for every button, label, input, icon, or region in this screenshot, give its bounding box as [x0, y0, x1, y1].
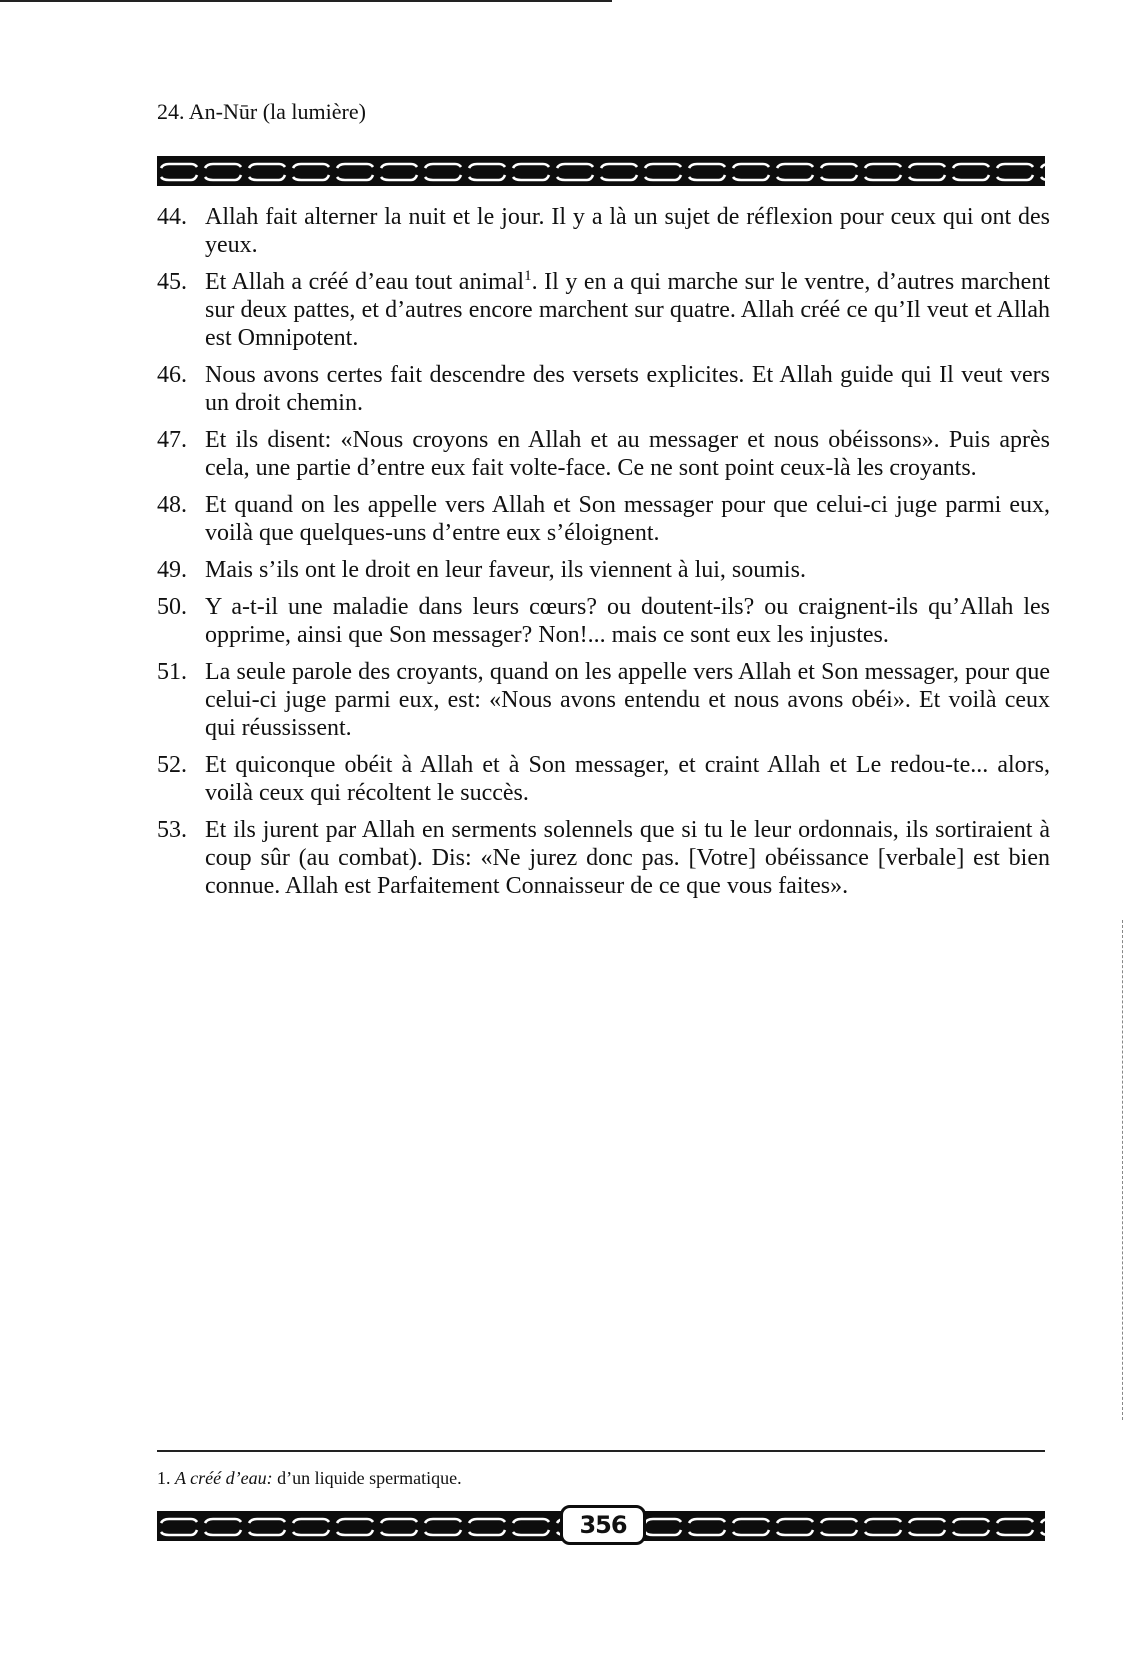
- footnote-text: d’un liquide spermatique.: [277, 1468, 462, 1488]
- footnote-number: 1.: [157, 1468, 171, 1488]
- verse-text: Et quiconque obéit à Allah et à Son messager, et craint Allah et Le redou-te... alors, voilà ceux qui récoltent le succès.: [205, 752, 1050, 806]
- chapter-header: 24. An-Nūr (la lumière): [157, 99, 366, 124]
- verse-text-part: . Il y en a qui marche sur le ventre, d’autres marchent sur deux pattes, et d’autres encore marchent sur quatre. Allah créé ce qu’Il veut et Allah est Omnipotent.: [205, 269, 1050, 351]
- scan-margin-line: [1121, 920, 1123, 1420]
- page-number: 356: [560, 1505, 646, 1545]
- verse-44: [157, 203, 1050, 259]
- verse-45: [157, 268, 1050, 352]
- verse-text: Y a-t-il une maladie dans leurs cœurs? ou doutent-ils? ou craignent-ils qu’Allah les opprime, ainsi que Son messager? Non!... mais ce sont eux les injustes.: [205, 594, 1050, 648]
- verse-text: La seule parole des croyants, quand on les appelle vers Allah et Son messager, pour que celui-ci juge parmi eux, est: «Nous avons entendu et nous avons obéi». Et voilà ceux qui réussissent.: [205, 659, 1050, 741]
- verse-text: Et ils disent: «Nous croyons en Allah et au messager et nous obéissons». Puis après cela, une partie d’entre eux fait volte-face. Ce ne sont point ceux-là les croyants.: [205, 427, 1050, 481]
- chain-ornament: [157, 156, 1045, 186]
- verse-number: 48.: [157, 492, 187, 518]
- ornamental-band-top: [157, 156, 1045, 186]
- verse-text: Allah fait alterner la nuit et le jour. Il y a là un sujet de réflexion pour ceux qui ont des yeux.: [205, 204, 1050, 258]
- verse-number: 47.: [157, 427, 187, 453]
- verse-text: Et ils jurent par Allah en serments solennels que si tu le leur ordonnais, ils sortiraient à coup sûr (au combat). Dis: «Ne jurez donc pas. [Votre] obéissance [verbale] est bien connue. Allah est Parfaitement Connaisseur de ce que vous faites».: [205, 817, 1050, 899]
- verse-text: [205, 269, 1050, 351]
- verse-number: 44.: [157, 204, 187, 230]
- verse-number: 51.: [157, 659, 187, 685]
- verse-number: 50.: [157, 594, 187, 620]
- footnote-term: A créé d’eau:: [175, 1468, 273, 1488]
- verse-50: [157, 593, 1050, 649]
- verse-text: Mais s’ils ont le droit en leur faveur, ils viennent à lui, soumis.: [205, 557, 806, 583]
- verse-text-part: Et Allah a créé d’eau tout animal: [205, 269, 525, 295]
- verse-51: [157, 658, 1050, 742]
- verse-53: [157, 816, 1050, 900]
- footnote-reference: 1: [524, 268, 532, 284]
- verse-46: [157, 361, 1050, 417]
- verse-49: [157, 556, 1050, 584]
- verse-number: 49.: [157, 557, 187, 583]
- top-rule: [0, 0, 612, 2]
- footnote: [157, 1466, 462, 1490]
- verse-list: [157, 203, 1050, 909]
- verse-number: 46.: [157, 362, 187, 388]
- verse-text: Nous avons certes fait descendre des versets explicites. Et Allah guide qui Il veut vers un droit chemin.: [205, 362, 1050, 416]
- verse-number: 45.: [157, 269, 187, 295]
- verse-48: [157, 491, 1050, 547]
- verse-number: 52.: [157, 752, 187, 778]
- verse-text: Et quand on les appelle vers Allah et Son messager pour que celui-ci juge parmi eux, voilà que quelques-uns d’entre eux s’éloignent.: [205, 492, 1050, 546]
- footnote-rule: [157, 1450, 1045, 1452]
- verse-47: [157, 426, 1050, 482]
- verse-number: 53.: [157, 817, 187, 843]
- verse-52: [157, 751, 1050, 807]
